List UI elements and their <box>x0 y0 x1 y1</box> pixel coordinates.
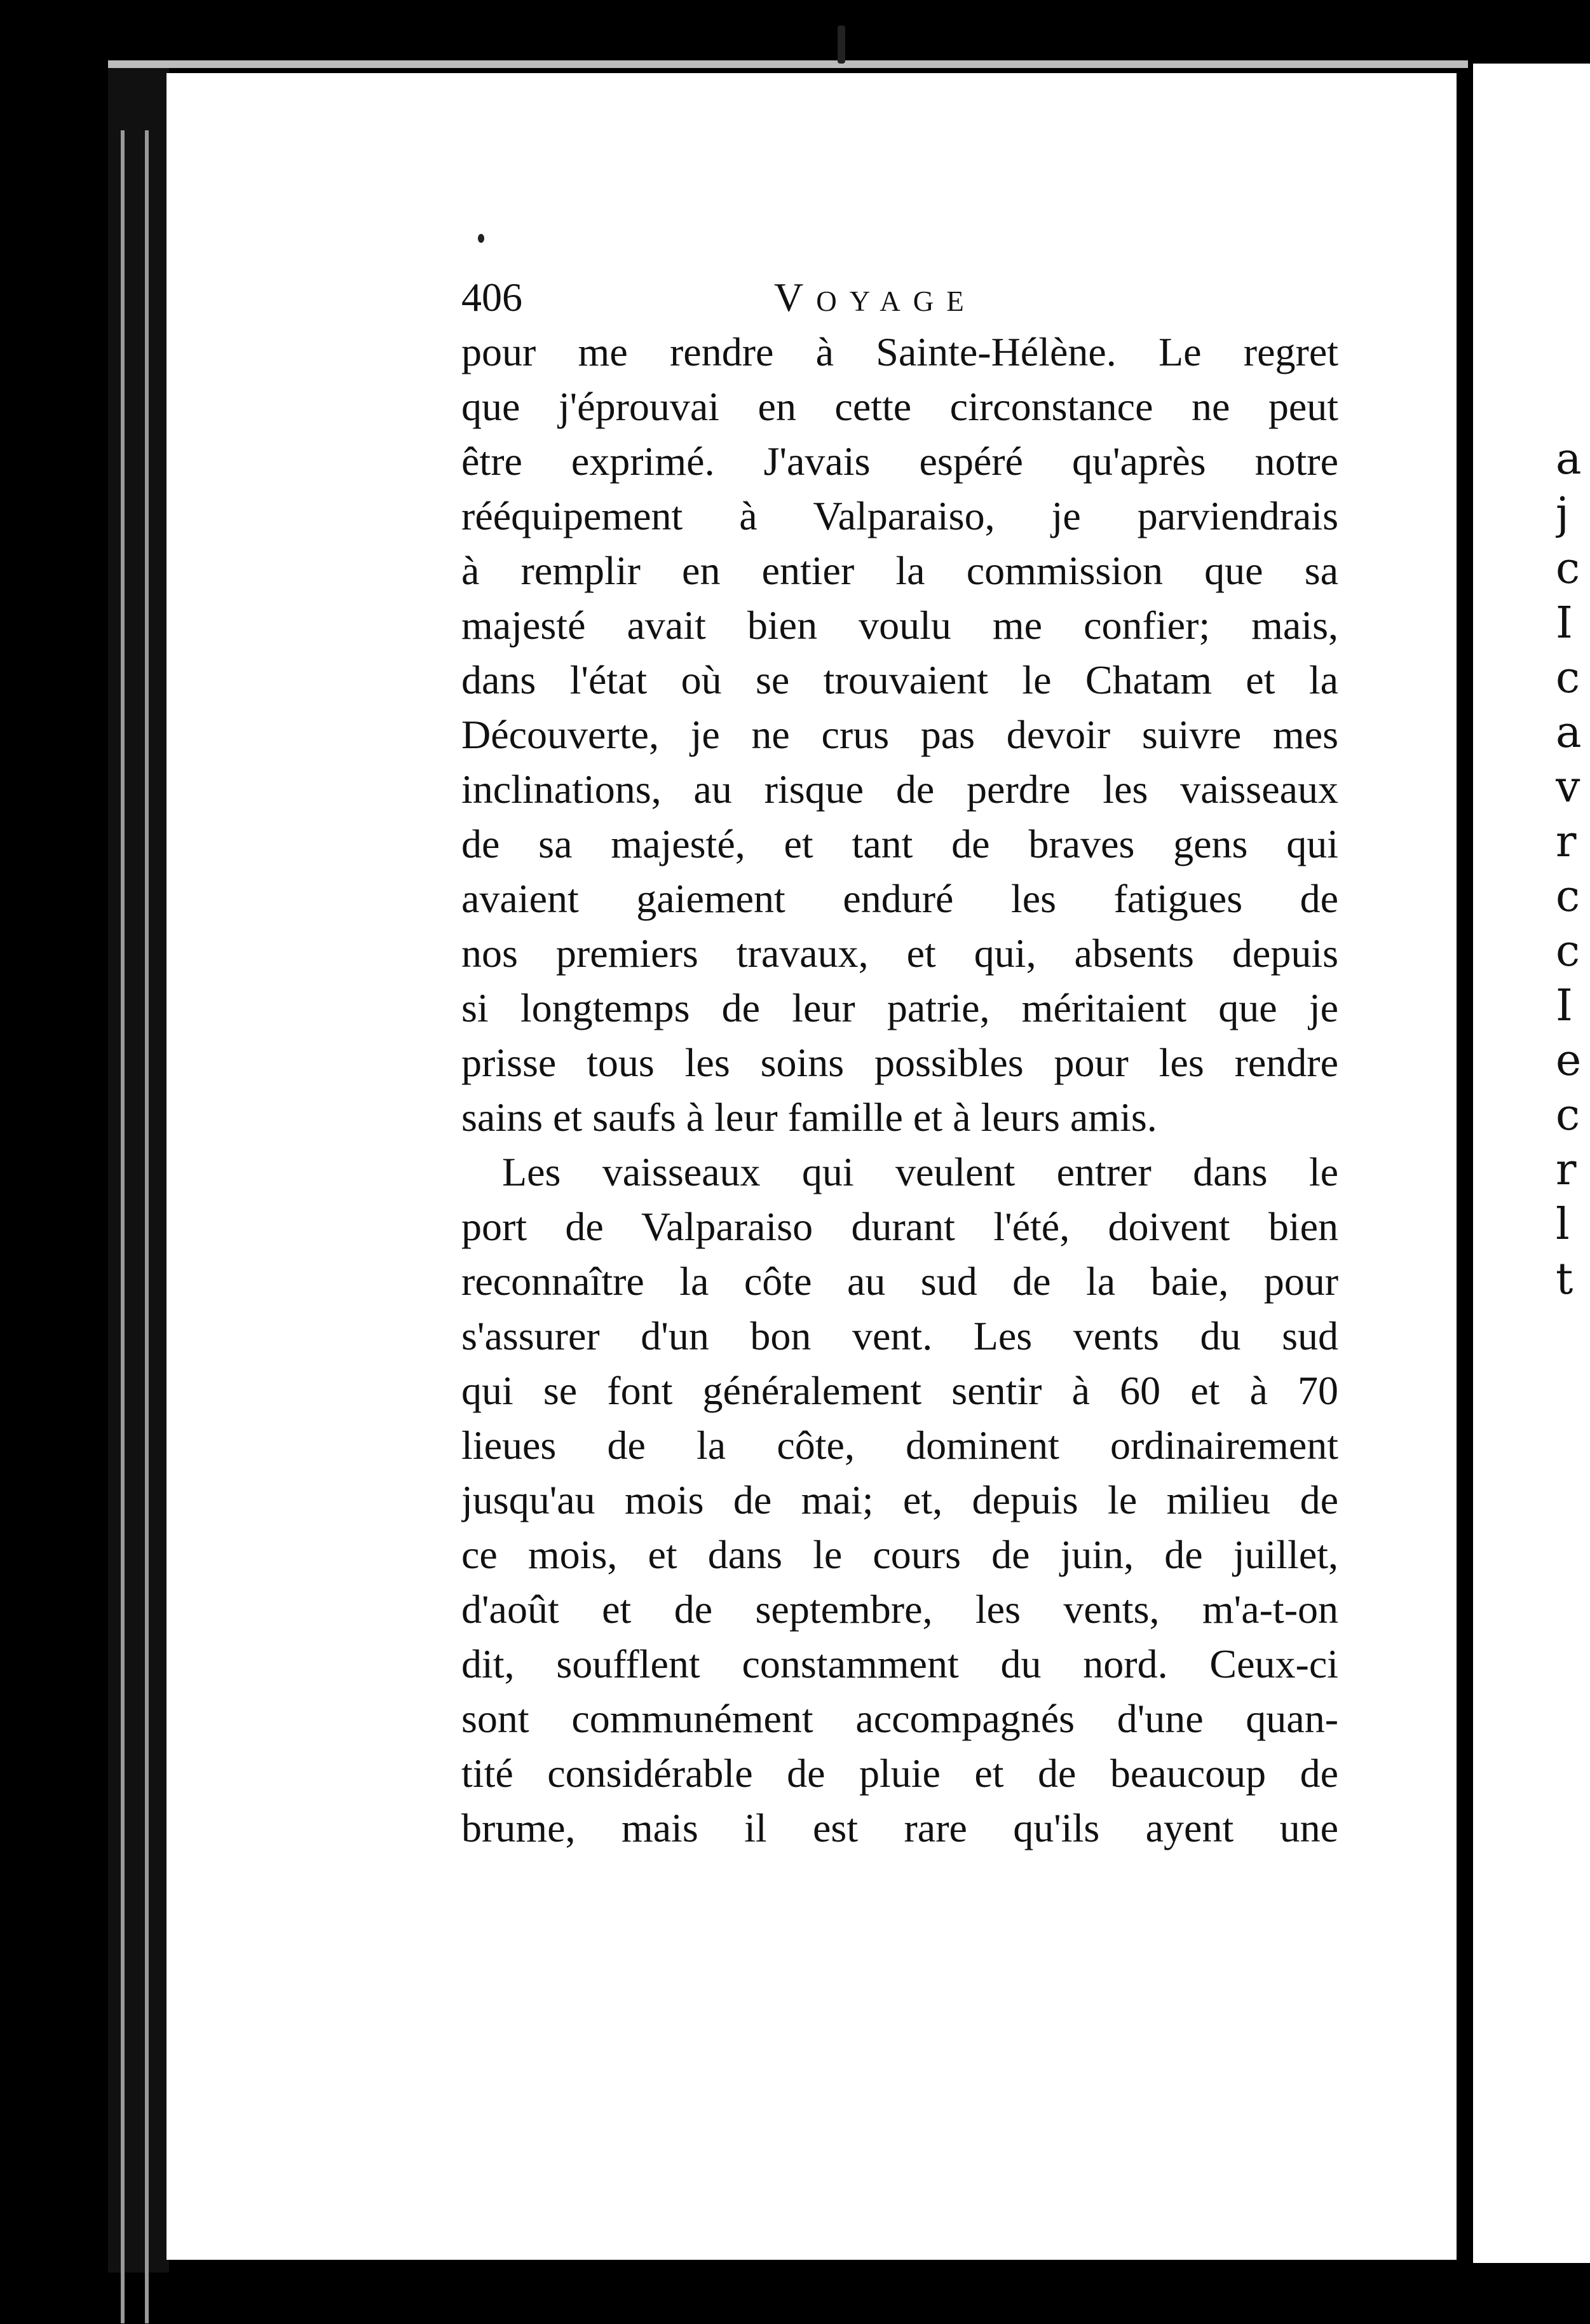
running-title: Voyage <box>774 275 977 320</box>
text-line: reconnaître la côte au sud de la baie, pour <box>461 1259 1338 1304</box>
facing-fragment: a <box>1556 434 1582 484</box>
facing-fragment: l <box>1556 1200 1570 1250</box>
binding-rule <box>121 130 125 2323</box>
text-line: s'assurer d'un bon vent. Les vents du sud <box>461 1313 1338 1358</box>
text-line: ce mois, et dans le cours de juin, de juillet, <box>461 1532 1338 1577</box>
text-line: être exprimé. J'avais espéré qu'après notre <box>461 439 1338 484</box>
text-line: port de Valparaiso durant l'été, doivent bien <box>461 1204 1338 1249</box>
text-line: dit, soufflent constamment du nord. Ceux-ci <box>461 1641 1338 1686</box>
text-line: lieues de la côte, dominent ordinairement <box>461 1423 1338 1468</box>
text-line: sont communément accompagnés d'une quan- <box>461 1696 1338 1741</box>
text-line: inclinations, au risque de perdre les vaisseaux <box>461 767 1338 812</box>
text-lines <box>461 325 1338 1856</box>
facing-fragment: r <box>1556 817 1577 867</box>
page-number: 406 <box>461 275 522 320</box>
text-line: brume, mais il est rare qu'ils ayent une <box>461 1805 1338 1850</box>
facing-fragment: c <box>1556 926 1580 976</box>
page-top-edge <box>108 60 1468 68</box>
ink-speck <box>478 234 484 243</box>
facing-fragment: I <box>1556 981 1573 1031</box>
text-line: sains et saufs à leur famille et à leurs amis. <box>461 1095 1157 1140</box>
page-header <box>461 270 1338 325</box>
text-line: Les vaisseaux qui veulent entrer dans le <box>502 1149 1338 1194</box>
text-line: avaient gaiement enduré les fatigues de <box>461 876 1338 921</box>
text-line: de sa majesté, et tant de braves gens qui <box>461 821 1338 866</box>
facing-fragment: c <box>1556 1090 1580 1140</box>
text-line: Découverte, je ne crus pas devoir suivre mes <box>461 712 1338 757</box>
facing-fragment: a <box>1556 707 1582 758</box>
text-line: majesté avait bien voulu me confier; mais, <box>461 603 1338 648</box>
text-line: que j'éprouvai en cette circonstance ne peut <box>461 384 1338 429</box>
facing-page-edge <box>1462 76 1473 2263</box>
text-line: à remplir en entier la commission que sa <box>461 548 1338 593</box>
text-line: rééquipement à Valparaiso, je parviendrais <box>461 493 1338 538</box>
facing-fragment: I <box>1556 598 1573 648</box>
ink-mark <box>838 25 845 64</box>
book-binding <box>108 60 169 2273</box>
facing-fragment: v <box>1556 762 1580 812</box>
facing-fragment: c <box>1556 871 1580 922</box>
binding-rule <box>145 130 149 2323</box>
text-line: prisse tous les soins possibles pour les rendre <box>461 1040 1338 1085</box>
facing-page-fragments <box>1556 432 1590 1307</box>
facing-fragment: j <box>1556 489 1570 539</box>
text-line: si longtemps de leur patrie, méritaient que je <box>461 985 1338 1030</box>
text-line: qui se font généralement sentir à 60 et à 70 <box>461 1368 1338 1413</box>
facing-fragment: c <box>1556 543 1580 594</box>
facing-fragment: e <box>1556 1036 1582 1086</box>
text-line: dans l'état où se trouvaient le Chatam et la <box>461 657 1338 702</box>
facing-fragment: c <box>1556 653 1580 703</box>
text-line: pour me rendre à Sainte-Hélène. Le regret <box>461 329 1338 374</box>
facing-fragment: t <box>1556 1254 1573 1304</box>
text-line: nos premiers travaux, et qui, absents depuis <box>461 931 1338 976</box>
text-line: tité considérable de pluie et de beaucoup de <box>461 1751 1338 1796</box>
text-line: d'août et de septembre, les vents, m'a-t-on <box>461 1587 1338 1632</box>
text-line: jusqu'au mois de mai; et, depuis le milieu de <box>461 1477 1338 1522</box>
page-text <box>461 270 1338 1856</box>
facing-fragment: r <box>1556 1145 1577 1195</box>
